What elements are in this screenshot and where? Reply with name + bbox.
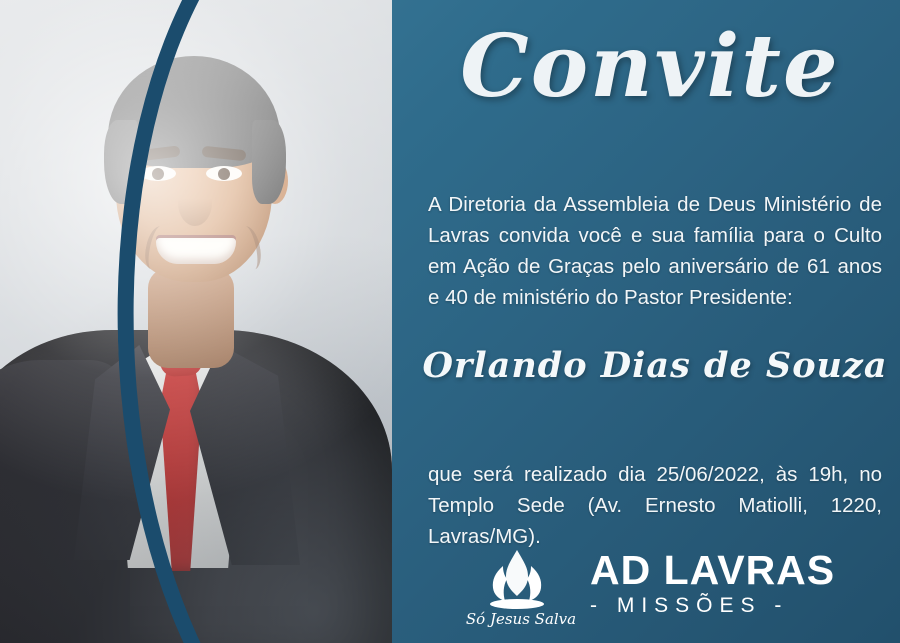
invitation-content (400, 0, 900, 643)
logo-slogan: Só Jesus Salva (465, 610, 577, 628)
event-details-text: que será realizado dia 25/06/2022, às 19h, no Templo Sede (Av. Ernesto Matiolli, 1220, Lavras/MG). (428, 462, 882, 548)
honoree-name: Orlando Dias de Souza (422, 345, 888, 386)
logo-subtitle: - MISSÕES - (590, 594, 789, 617)
poster-title: Convite (460, 16, 840, 117)
invitation-intro-text: A Diretoria da Assembleia de Deus Ministério de Lavras convida você e sua família para o Culto em Ação de Graças pelo aniversário de 61 anos e 40 de ministério do Pastor Presidente: (428, 192, 882, 309)
logo-name: AD LAVRAS (590, 547, 836, 593)
pastor-photo (0, 0, 392, 643)
logo-wordmark (590, 548, 880, 618)
church-logo (462, 546, 882, 632)
photo-lighting-overlay (0, 0, 392, 643)
